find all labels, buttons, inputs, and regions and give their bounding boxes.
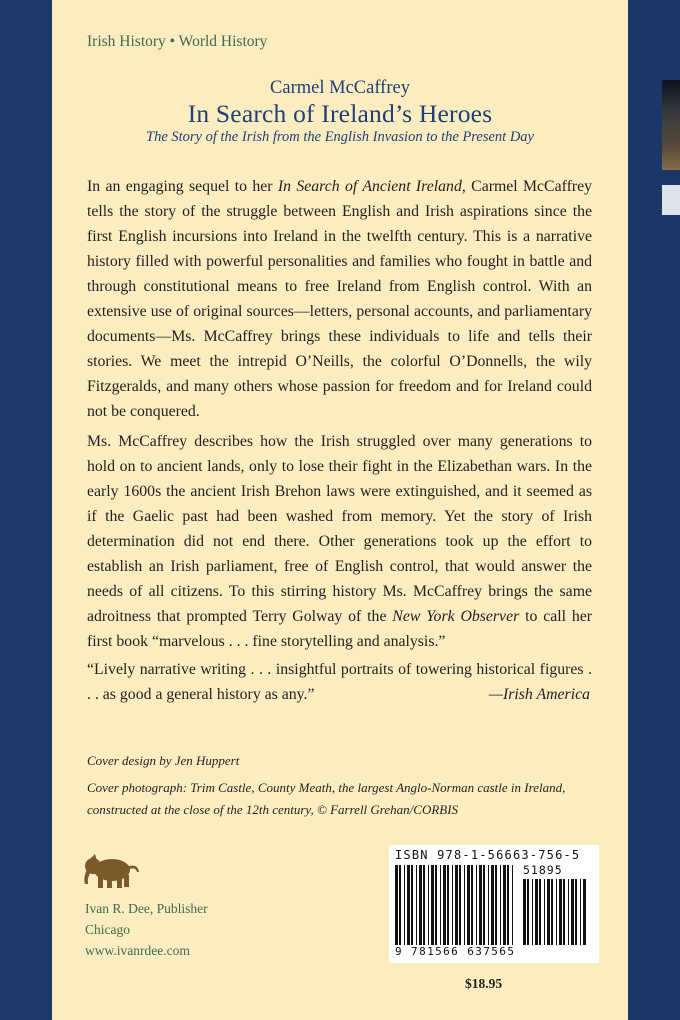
barcode-bar — [395, 865, 398, 945]
barcode-bar — [476, 865, 477, 945]
barcode-bar — [500, 865, 501, 945]
left-border — [0, 0, 52, 1020]
barcode-bar — [559, 879, 562, 945]
barcode-bar — [532, 879, 533, 945]
para2-text-a: Ms. McCaffrey describes how the Irish struggled over many generations to hold on to ancient lands, only to lose their fight in the Elizabethan wars. In the early 1600s the ancient Irish Brehon laws were extinguished, and it seemed as if the Gaelic past had been washed from memory. Yet the story of Irish determination did not end there. Other generations took up the effort to establish an Irish parliament, free of English control, that would answer the needs of all citizens. To this stirring history Ms. McCaffrey brings the same adroitness that prompted Terry Golway of the — [87, 433, 592, 625]
publisher-city: Chicago — [85, 922, 130, 937]
barcode-bar — [431, 865, 434, 945]
category-label: Irish History • World History — [87, 33, 268, 50]
author-name: Carmel McCaffrey — [270, 78, 410, 98]
review-quote: “Lively narrative writing . . . insightful portraits of towering historical figures . . . as good a general history as any.” — [87, 661, 592, 703]
barcode-bar — [523, 879, 526, 945]
elephant-logo-icon — [82, 850, 142, 892]
para1-text-a: In an engaging sequel to her — [87, 178, 278, 195]
publisher-url: www.ivanrdee.com — [85, 943, 190, 958]
barcode-bar — [512, 865, 513, 945]
barcode-bar — [440, 865, 441, 945]
barcode-bar — [479, 865, 482, 945]
barcode-bar — [419, 865, 422, 945]
para2-newspaper: New York Observer — [392, 608, 520, 625]
ean-barcode-bars — [395, 865, 517, 945]
barcode-bar — [495, 865, 497, 945]
barcode-bar — [556, 879, 557, 945]
barcode-bar — [428, 865, 429, 945]
barcode-bar — [539, 879, 541, 945]
isbn-barcode — [389, 845, 599, 963]
cover-photo-credit: Cover photograph: Trim Castle, County Meath, the largest Anglo-Norman castle in Ireland, constructed at the close of the 12th century, © Farrell Grehan/CORBIS — [87, 780, 566, 817]
addon-barcode-bars — [523, 879, 587, 945]
price-addon-code: 51895 — [523, 863, 563, 877]
barcode-bar — [423, 865, 425, 945]
ean-digits: 9 781566 637565 — [395, 945, 516, 958]
barcode-bar — [488, 865, 489, 945]
review-source: —Irish America — [488, 686, 590, 703]
barcode-bar — [491, 865, 494, 945]
barcode-bar — [551, 879, 553, 945]
barcode-bar — [483, 865, 485, 945]
barcode-bar — [575, 879, 577, 945]
description-paragraph-1 — [87, 174, 592, 424]
book-title: In Search of Ireland’s Heroes — [187, 99, 493, 128]
retail-price: $18.95 — [465, 976, 503, 991]
barcode-bar — [411, 865, 413, 945]
barcode-bar — [464, 865, 465, 945]
barcode-bar — [527, 879, 529, 945]
cover-design-credit: Cover design by Jen Huppert — [87, 753, 240, 768]
barcode-bar — [503, 865, 506, 945]
spine-light-strip — [662, 185, 680, 215]
publisher-name: Ivan R. Dee, Publisher — [85, 901, 208, 916]
description-paragraph-2 — [87, 429, 592, 654]
barcode-bar — [580, 879, 581, 945]
barcode-bar — [443, 865, 446, 945]
barcode-bar — [583, 879, 586, 945]
para1-book-title: In Search of Ancient Ireland — [277, 178, 462, 195]
isbn-text: ISBN 978-1-56663-756-5 — [395, 848, 581, 862]
barcode-bar — [507, 865, 509, 945]
barcode-bar — [467, 865, 470, 945]
barcode-bar — [571, 879, 574, 945]
barcode-bar — [452, 865, 453, 945]
para1-text-b: , Carmel McCaffrey tells the story of the struggle between English and Irish aspirations since the first English incursions into Ireland in the twelfth century. This is a narrative history filled with powerful personalities and families who fought in battle and through constitutional means to free Ireland from English control. With an extensive use of original sources—letters, personal accounts, and parliamentary documents—Ms. McCaffrey brings these individuals to life and tells their stories. We meet the intrepid O’Neills, the colorful O’Donnells, the wily Fitzgeralds, and many others whose passion for freedom and for Ireland could not be conquered. — [87, 178, 593, 420]
spine-edge — [664, 0, 680, 78]
barcode-bar — [399, 865, 401, 945]
barcode-bar — [547, 879, 550, 945]
barcode-bar — [563, 879, 565, 945]
publisher-block — [85, 898, 208, 961]
barcode-bar — [404, 865, 405, 945]
barcode-bar — [568, 879, 569, 945]
barcode-bar — [544, 879, 545, 945]
para2-text-b: to call her first book “marvelous . . . fine storytelling and analysis.” — [87, 608, 592, 650]
barcode-bar — [455, 865, 458, 945]
barcode-bar — [407, 865, 410, 945]
barcode-bar — [416, 865, 417, 945]
barcode-bar — [459, 865, 461, 945]
barcode-bar — [471, 865, 473, 945]
barcode-bar — [535, 879, 538, 945]
spine-photo-strip — [662, 80, 680, 170]
book-subtitle: The Story of the Irish from the English Invasion to the Present Day — [146, 129, 534, 145]
barcode-bar — [447, 865, 449, 945]
barcode-bar — [435, 865, 437, 945]
back-cover-panel — [52, 0, 628, 1020]
